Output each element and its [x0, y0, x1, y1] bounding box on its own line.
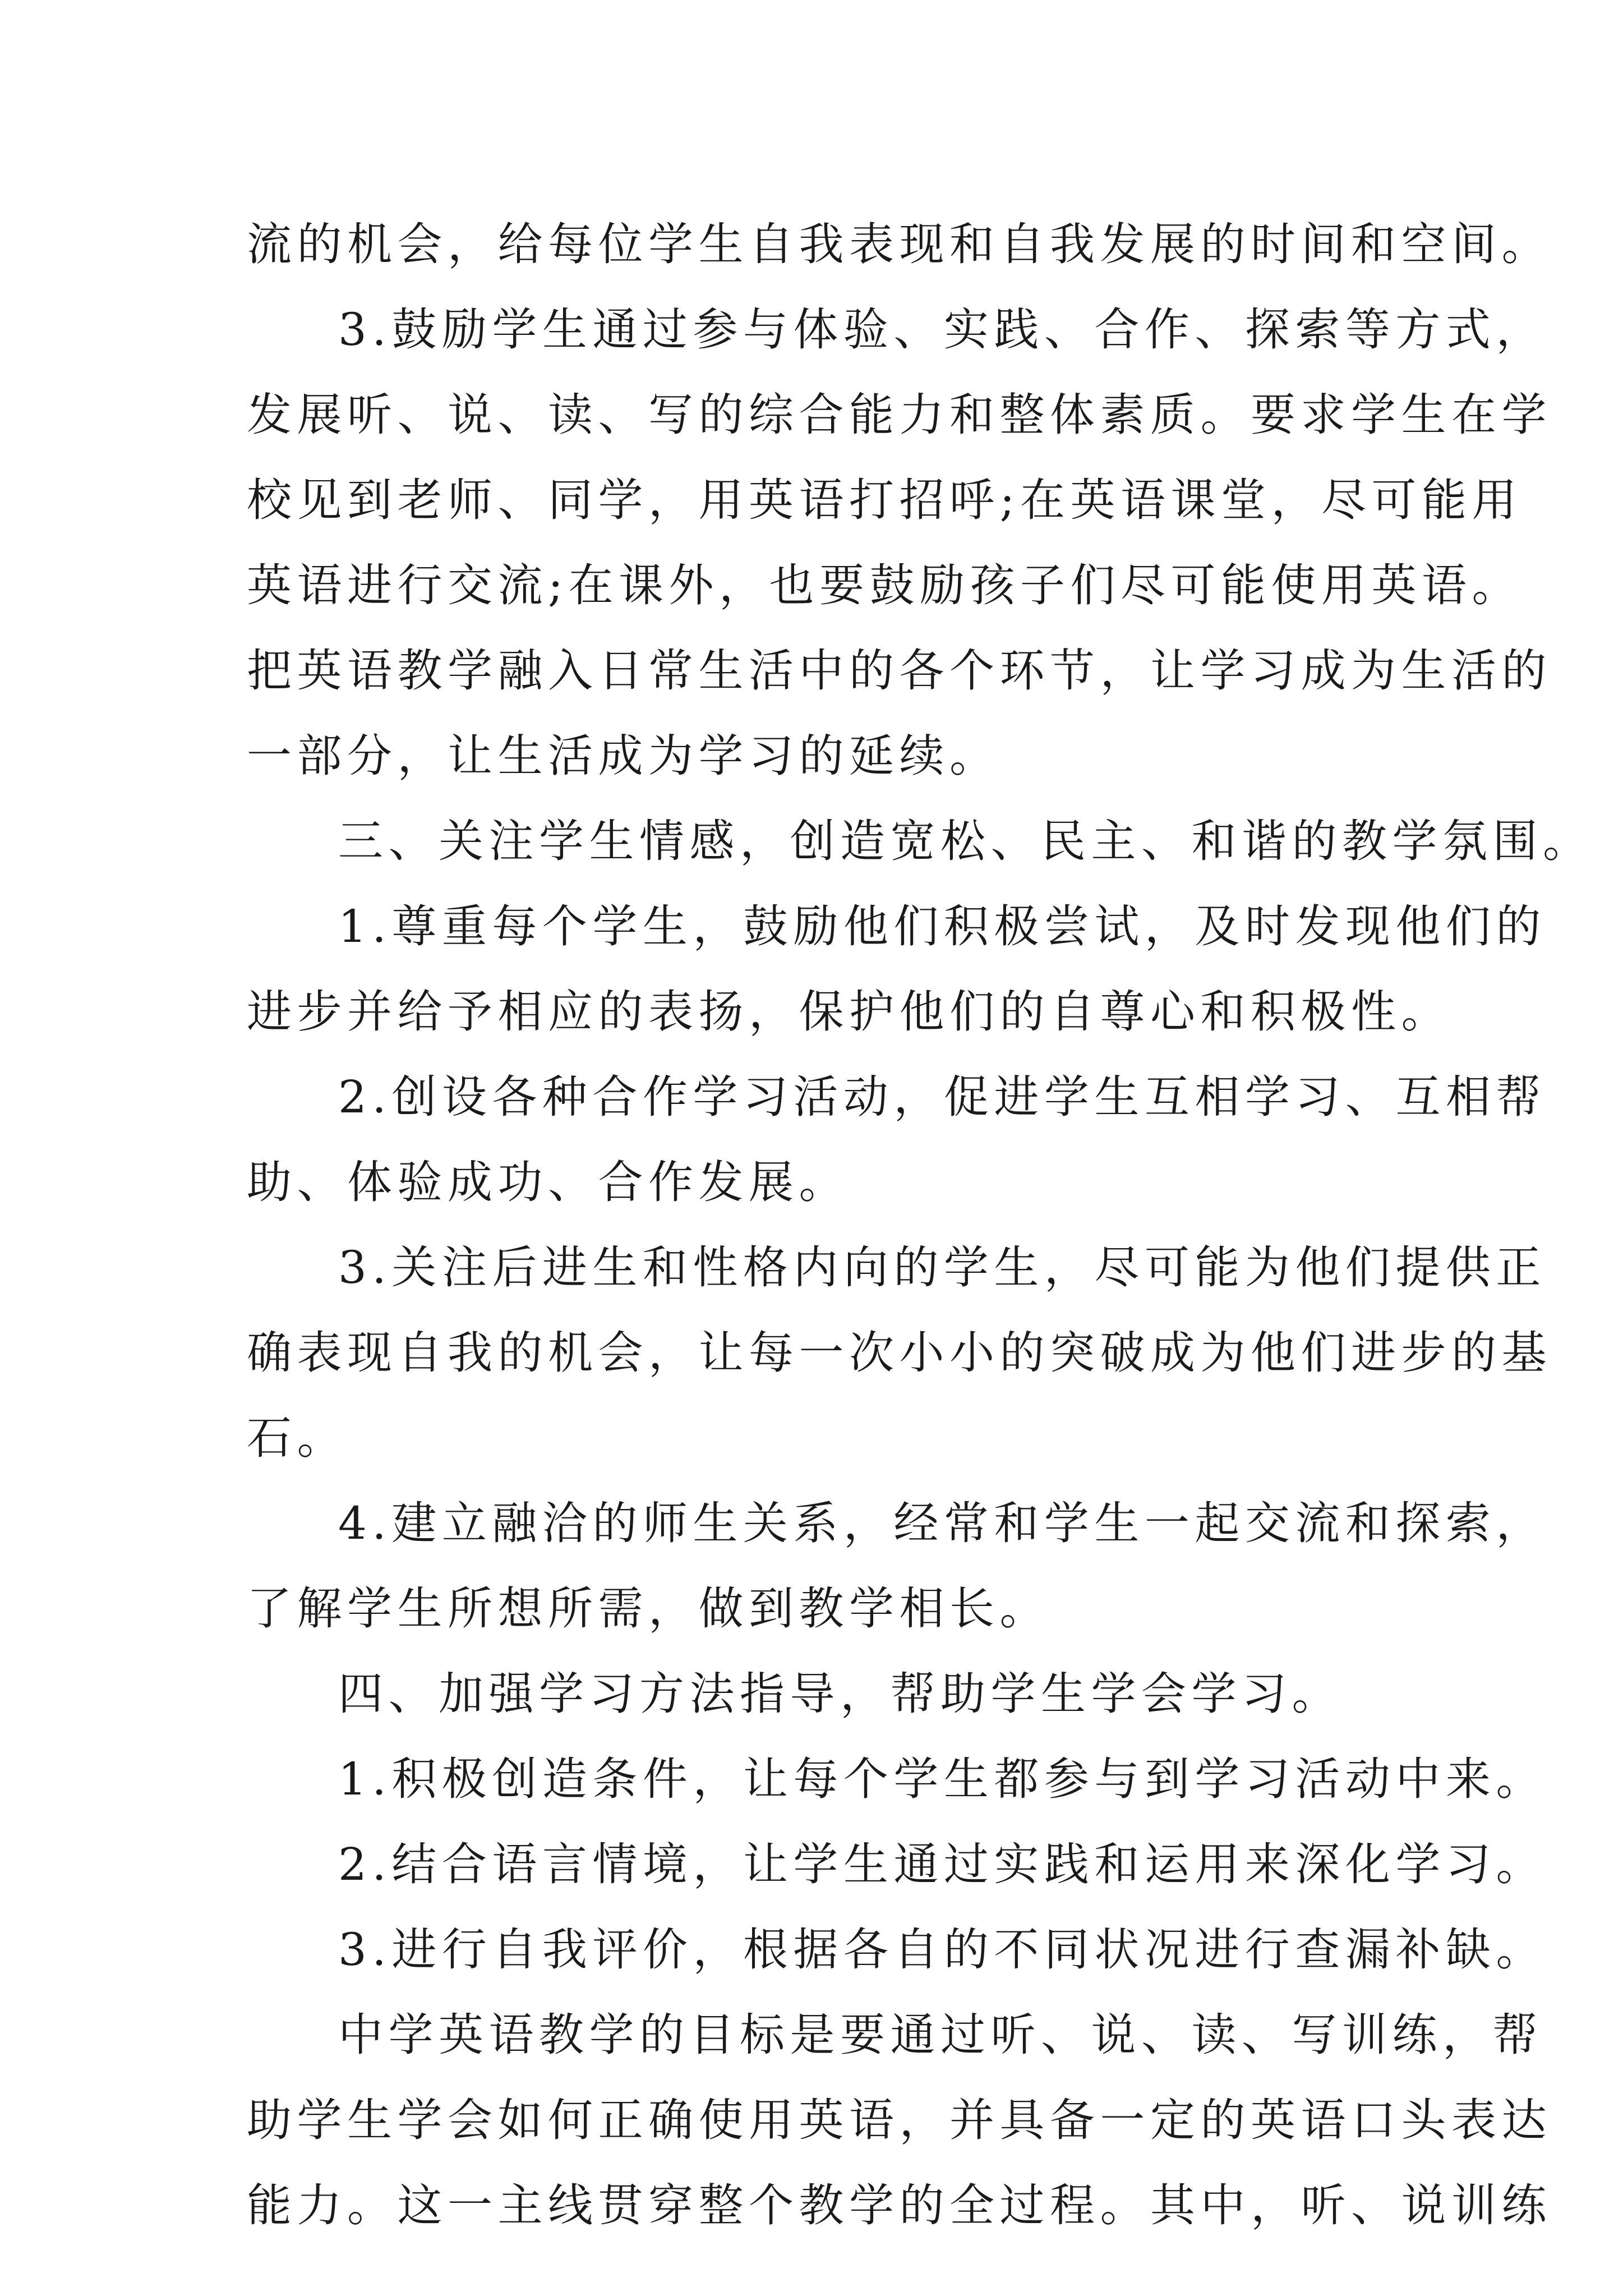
- text-line: 一部分，让生活成为学习的延续。: [247, 730, 1000, 782]
- text-line: 确表现自我的机会，让每一次小小的突破成为他们进步的基: [247, 1327, 1552, 1379]
- text-line: 3.进行自我评价，根据各自的不同状况进行查漏补缺。: [338, 1924, 1546, 1976]
- text-line: 发展听、说、读、写的综合能力和整体素质。要求学生在学: [247, 389, 1552, 441]
- text-line: 能力。这一主线贯穿整个教学的全过程。其中，听、说训练: [247, 2179, 1552, 2231]
- text-line: 英语进行交流;在课外，也要鼓励孩子们尽可能使用英语。: [247, 559, 1522, 611]
- document-body: [247, 202, 1593, 2248]
- text-line: 中学英语教学的目标是要通过听、说、读、写训练，帮: [338, 2009, 1543, 2061]
- text-line: 2.创设各种合作学习活动，促进学生互相学习、互相帮: [338, 1071, 1546, 1123]
- text-line: 2.结合语言情境，让学生通过实践和运用来深化学习。: [338, 1838, 1546, 1890]
- text-line: 石。: [247, 1412, 347, 1464]
- text-line: 4.建立融洽的师生关系，经常和学生一起交流和探索，: [338, 1497, 1546, 1549]
- text-line: 3.鼓励学生通过参与体验、实践、合作、探索等方式，: [338, 303, 1546, 356]
- text-line: 进步并给予相应的表扬，保护他们的自尊心和积极性。: [247, 986, 1451, 1038]
- section-heading: 三、关注学生情感，创造宽松、民主、和谐的教学氛围。: [338, 815, 1593, 867]
- text-line: 流的机会，给每位学生自我表现和自我发展的时间和空间。: [247, 218, 1552, 270]
- text-line: 1.积极创造条件，让每个学生都参与到学习活动中来。: [338, 1753, 1546, 1805]
- text-line: 助、体验成功、合作发展。: [247, 1156, 849, 1208]
- text-line: 校见到老师、同学，用英语打招呼;在英语课堂，尽可能用: [247, 474, 1522, 526]
- text-line: 了解学生所想所需，做到教学相长。: [247, 1582, 1050, 1635]
- text-line: 助学生学会如何正确使用英语，并具备一定的英语口头表达: [247, 2094, 1552, 2146]
- text-line: 3.关注后进生和性格内向的学生，尽可能为他们提供正: [338, 1241, 1546, 1294]
- section-heading: 四、加强学习方法指导，帮助学生学会学习。: [338, 1668, 1342, 1720]
- text-line: 1.尊重每个学生，鼓励他们积极尝试，及时发现他们的: [338, 900, 1546, 953]
- text-line: 把英语教学融入日常生活中的各个环节，让学习成为生活的: [247, 645, 1552, 697]
